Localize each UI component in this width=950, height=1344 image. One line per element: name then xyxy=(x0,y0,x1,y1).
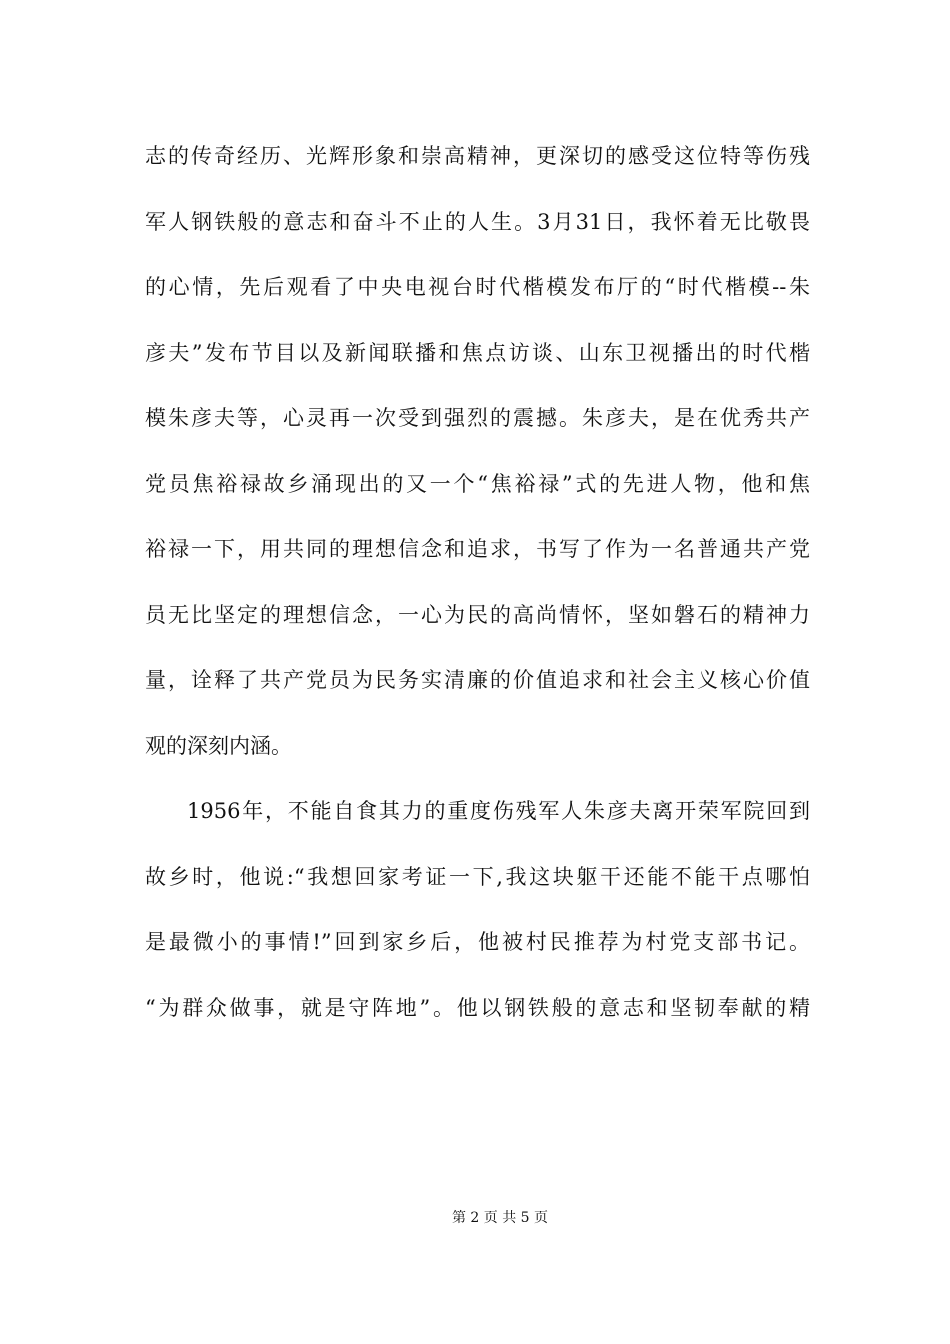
footer-prefix: 第 xyxy=(451,1210,466,1226)
footer-suffix: 页 xyxy=(534,1210,549,1226)
paragraph-2-line-2: 故乡时，他说:“我想回家考证一下,我这块躯干还能不能干点哪怕 xyxy=(145,864,810,889)
footer-current-page: 2 xyxy=(470,1210,480,1226)
paragraph-1-line-5: 模朱彦夫等，心灵再一次受到强烈的震撼。朱彦夫，是在优秀共产 xyxy=(145,406,810,430)
paragraph-1-line-7: 裕禄一下，用共同的理想信念和追求，书写了作为一名普通共产党 xyxy=(145,537,810,561)
paragraph-1-line-4: 彦夫”发布节目以及新闻联播和焦点访谈、山东卫视播出的时代楷 xyxy=(145,340,810,365)
paragraph-1-line-3: 的心情，先后观看了中央电视台时代楷模发布厅的“时代楷模--朱 xyxy=(145,275,810,299)
footer-middle: 页 共 xyxy=(483,1210,517,1226)
footer-total-pages: 5 xyxy=(520,1210,530,1226)
paragraph-1-line-2: 军人钢铁般的意志和奋斗不止的人生。3月31日，我怀着无比敬畏 xyxy=(145,209,810,234)
paragraph-1-line-6: 党员焦裕禄故乡涌现出的又一个“焦裕禄”式的先进人物，他和焦 xyxy=(145,471,810,496)
paragraph-2-line-4: “为群众做事，就是守阵地”。他以钢铁般的意志和坚韧奉献的精 xyxy=(145,995,810,1020)
paragraph-1-line-8: 员无比坚定的理想信念，一心为民的高尚情怀，坚如磐石的精神力 xyxy=(145,602,810,627)
paragraph-2-line-3: 是最微小的事情!”回到家乡后，他被村民推荐为村党支部书记。 xyxy=(145,930,810,954)
paragraph-1-line-1: 志的传奇经历、光辉形象和崇高精神，更深切的感受这位特等伤残 xyxy=(145,144,810,168)
page-footer xyxy=(0,1208,950,1228)
paragraph-1-line-10: 观的深刻内涵。 xyxy=(145,733,292,758)
document-body xyxy=(145,130,810,1047)
paragraph-1-line-9: 量，诠释了共产党员为民务实清廉的价值追求和社会主义核心价值 xyxy=(145,668,810,692)
paragraph-2-line-1: 1956年，不能自食其力的重度伤残军人朱彦夫离开荣军院回到 xyxy=(187,799,810,823)
